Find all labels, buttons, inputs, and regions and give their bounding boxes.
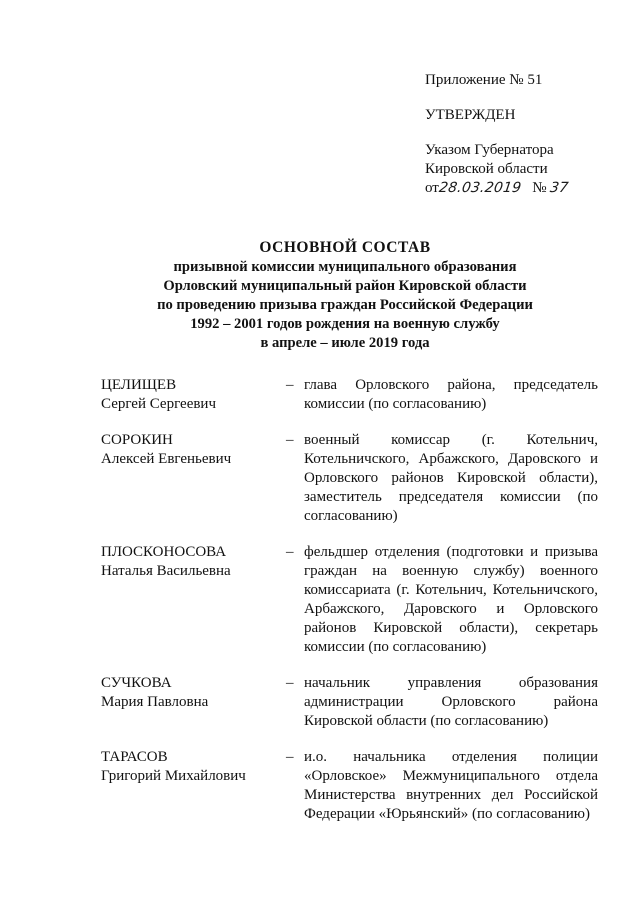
member-surname: ПЛОСКОНОСОВА xyxy=(101,544,227,560)
dash-separator: – xyxy=(286,432,294,448)
date-prefix: от xyxy=(425,180,439,196)
member-name-block xyxy=(101,431,286,526)
dash-separator: – xyxy=(286,749,294,765)
title-line: 1992 – 2001 годов рождения на военную службу xyxy=(190,316,500,332)
handwritten-date: 28.03.2019 xyxy=(437,180,523,196)
dash-separator: – xyxy=(286,675,294,691)
member-role: фельдшер отделения (подготовки и призыва граждан на военную службу) военного комиссариата (г. Котельнич, Котельничского, Арбажского, Даровского и Орловского районов Кировской области), секретарь комиссии (по согласованию) xyxy=(304,544,598,655)
decree-line-1: Указом Губернатора xyxy=(425,142,554,158)
member-given-names: Наталья Васильевна xyxy=(101,563,231,579)
title-line: Орловский муниципальный район Кировской области xyxy=(163,278,527,294)
member-given-names: Сергей Сергеевич xyxy=(101,396,217,412)
member-row xyxy=(101,748,598,824)
member-surname: СОРОКИН xyxy=(101,432,173,448)
member-given-names: Григорий Михайлович xyxy=(101,768,246,784)
member-row xyxy=(101,376,598,414)
member-row xyxy=(101,431,598,526)
member-role: начальник управления образования администрации Орловского района Кировской области (по согласованию) xyxy=(304,675,598,729)
title-line: в апреле – июле 2019 года xyxy=(260,335,430,351)
member-given-names: Мария Павловна xyxy=(101,694,209,710)
title-line: по проведению призыва граждан Российской Федерации xyxy=(157,297,533,313)
document-title xyxy=(40,238,640,353)
approval-stamp xyxy=(425,71,625,198)
member-surname: ТАРАСОВ xyxy=(101,749,168,765)
member-surname: ЦЕЛИЩЕВ xyxy=(101,377,177,393)
member-name-block xyxy=(101,674,286,731)
member-row xyxy=(101,543,598,657)
commission-members-list xyxy=(101,376,598,841)
member-name-block xyxy=(101,376,286,414)
member-name-block xyxy=(101,748,286,824)
number-prefix: № xyxy=(532,180,547,196)
member-surname: СУЧКОВА xyxy=(101,675,172,691)
dash-separator: – xyxy=(286,377,294,393)
title-main: ОСНОВНОЙ СОСТАВ xyxy=(259,239,431,256)
appendix-number: Приложение № 51 xyxy=(425,72,543,88)
dash-separator: – xyxy=(286,544,294,560)
member-row xyxy=(101,674,598,731)
member-role: военный комиссар (г. Котельнич, Котельничского, Арбажского, Даровского и Орловского районов Кировской области), заместитель председателя комиссии (по согласованию) xyxy=(304,432,598,524)
approved-label: УТВЕРЖДЕН xyxy=(425,107,516,123)
decree-line-2: Кировской области xyxy=(425,161,548,177)
handwritten-number: 37 xyxy=(549,180,570,196)
title-line: призывной комиссии муниципального образования xyxy=(173,259,517,275)
decree-date-line xyxy=(425,179,625,198)
member-role: и.о. начальника отделения полиции «Орловское» Межмуниципального отдела Министерства внутренних дел Российской Федерации «Юрьянский» (по согласованию) xyxy=(304,749,598,822)
member-role: глава Орловского района, председатель комиссии (по согласованию) xyxy=(304,377,598,412)
member-name-block xyxy=(101,543,286,657)
member-given-names: Алексей Евгеньевич xyxy=(101,451,232,467)
